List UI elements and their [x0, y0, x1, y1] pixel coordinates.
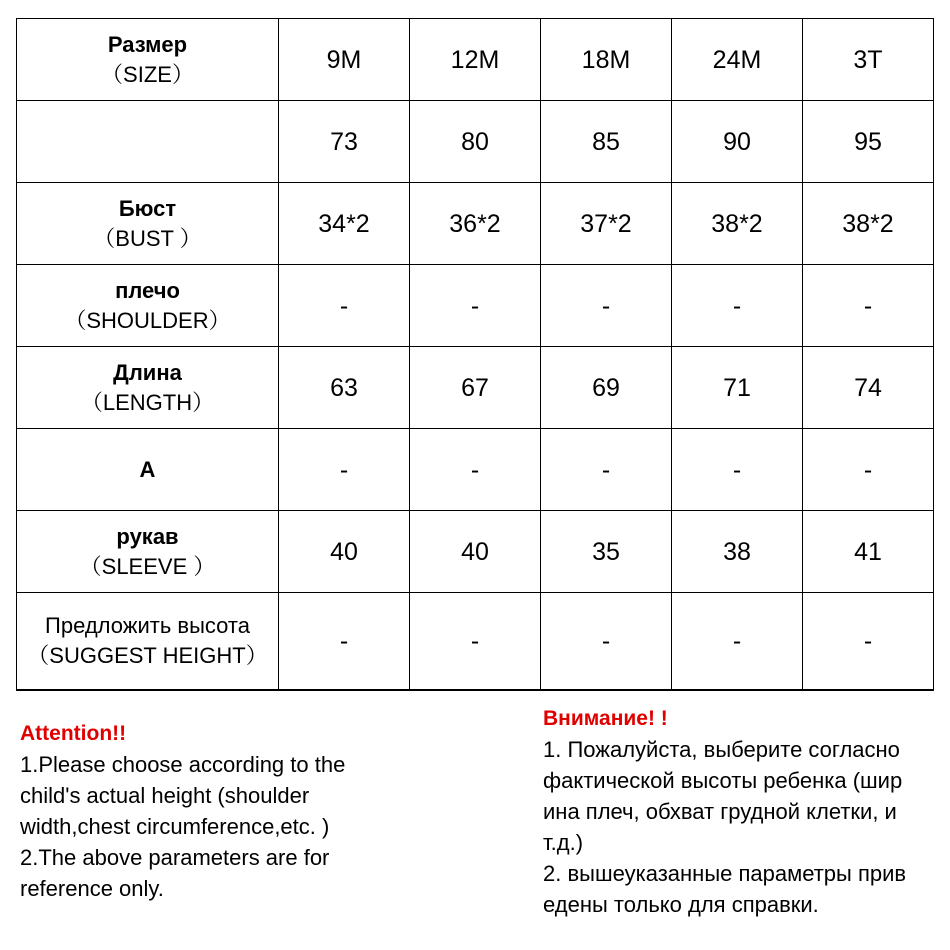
- table-cell: 12M: [410, 19, 541, 101]
- table-cell: -: [541, 593, 672, 690]
- table-row-bust: [17, 183, 934, 265]
- table-cell: -: [279, 265, 410, 347]
- row-label-en: （LENGTH）: [80, 389, 215, 415]
- attention-title-ru: Внимание! !: [543, 707, 668, 730]
- attention-note-ru: [543, 703, 938, 920]
- table-cell: 18M: [541, 19, 672, 101]
- row-label-cell: [17, 183, 279, 265]
- table-cell: -: [410, 265, 541, 347]
- attention-line: 2. вышеуказанные параметры прив: [543, 861, 907, 886]
- attention-note-en: [20, 718, 400, 904]
- table-row-suggest-height: [17, 593, 934, 690]
- row-label-en: （SLEEVE ）: [79, 553, 216, 579]
- table-row-a: [17, 429, 934, 511]
- table-cell: -: [672, 429, 803, 511]
- table-row-length: [17, 347, 934, 429]
- table-cell: 40: [279, 511, 410, 593]
- row-label-cell: [17, 347, 279, 429]
- table-cell: 69: [541, 347, 672, 429]
- table-cell: -: [279, 429, 410, 511]
- table-cell: 90: [672, 101, 803, 183]
- table-row-shoulder: [17, 265, 934, 347]
- attention-line: 2.The above parameters are for: [20, 845, 330, 870]
- attention-line: 1.Please choose according to the: [20, 752, 346, 777]
- table-cell: 41: [803, 511, 934, 593]
- table-cell: 35: [541, 511, 672, 593]
- attention-title-en: Attention!!: [20, 722, 127, 745]
- row-label-cell: [17, 429, 279, 511]
- table-cell: 85: [541, 101, 672, 183]
- row-label-ru: Размер: [107, 31, 188, 57]
- table-cell: 95: [803, 101, 934, 183]
- row-label-ru: плечо: [115, 277, 180, 303]
- table-cell: 67: [410, 347, 541, 429]
- table-cell: -: [672, 265, 803, 347]
- row-label-ru: Длина: [113, 359, 182, 385]
- table-row-size: [17, 19, 934, 101]
- table-cell: -: [803, 593, 934, 690]
- table-cell: 34*2: [279, 183, 410, 265]
- row-label-cell: [17, 265, 279, 347]
- row-label-cell: [17, 511, 279, 593]
- row-label-ru: Предложить высота: [45, 612, 250, 638]
- table-cell: 3T: [803, 19, 934, 101]
- attention-line: фактической высоты ребенка (шир: [543, 768, 903, 793]
- table-cell: 71: [672, 347, 803, 429]
- table-cell: -: [672, 593, 803, 690]
- row-label-cell: [17, 19, 279, 101]
- table-cell: 74: [803, 347, 934, 429]
- attention-line: 1. Пожалуйста, выберите согласно: [543, 737, 900, 762]
- table-cell: 38: [672, 511, 803, 593]
- table-cell: -: [803, 265, 934, 347]
- table-cell: -: [410, 593, 541, 690]
- row-label-en: （SHOULDER）: [64, 307, 231, 333]
- table-row-height-cm: [17, 101, 934, 183]
- table-cell: -: [541, 429, 672, 511]
- attention-line: child's actual height (shoulder: [20, 783, 310, 808]
- table-cell: 63: [279, 347, 410, 429]
- table-row-sleeve: [17, 511, 934, 593]
- row-label-cell: [17, 593, 279, 690]
- row-label-ru: Бюст: [118, 195, 177, 221]
- row-label-en: （BUST ）: [93, 225, 202, 251]
- table-cell: 24M: [672, 19, 803, 101]
- table-cell: 37*2: [541, 183, 672, 265]
- row-label-ru: рукав: [116, 523, 179, 549]
- row-label-en: （SIZE）: [101, 61, 194, 87]
- table-cell: 80: [410, 101, 541, 183]
- table-cell: -: [410, 429, 541, 511]
- table-cell: 38*2: [803, 183, 934, 265]
- attention-line: reference only.: [20, 876, 164, 901]
- size-chart-table: [16, 18, 934, 691]
- table-cell: -: [803, 429, 934, 511]
- table-cell: 73: [279, 101, 410, 183]
- table-cell: -: [541, 265, 672, 347]
- size-chart-body: [17, 19, 934, 690]
- table-cell: 38*2: [672, 183, 803, 265]
- attention-line: т.д.): [543, 830, 584, 855]
- table-cell: 9M: [279, 19, 410, 101]
- attention-line: ина плеч, обхват грудной клетки, и: [543, 799, 897, 824]
- table-cell: 36*2: [410, 183, 541, 265]
- row-label-cell: [17, 101, 279, 183]
- attention-line: width,chest circumference,etc. ): [20, 814, 330, 839]
- table-cell: 40: [410, 511, 541, 593]
- table-cell: -: [279, 593, 410, 690]
- row-label-en: （SUGGEST HEIGHT）: [27, 642, 268, 668]
- attention-line: едены только для справки.: [543, 892, 819, 917]
- row-label-ru: A: [139, 456, 156, 482]
